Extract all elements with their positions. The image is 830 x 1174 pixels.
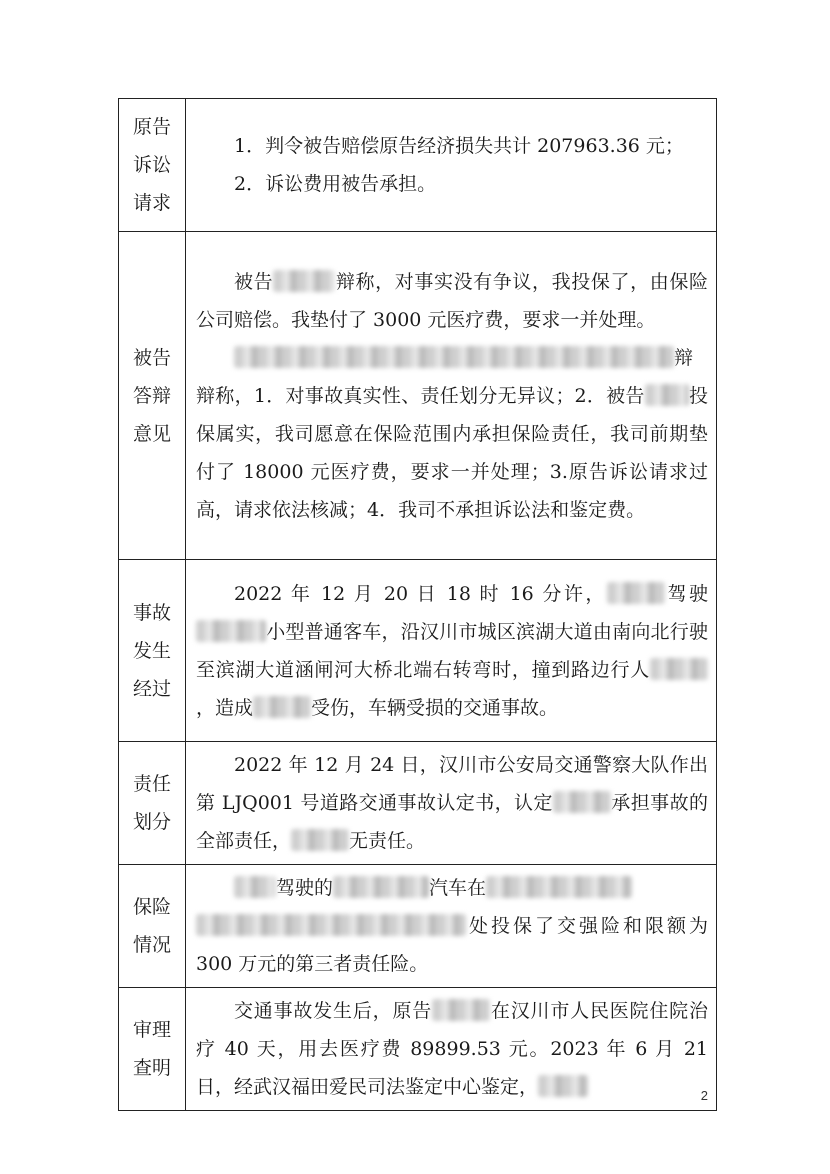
page-number: 2	[700, 1088, 708, 1103]
accident-paragraph: 2022 年 12 月 20 日 18 时 16 分许， 驾驶小型普通客车，沿汉川市城区滨湖大道由南向北行驶至滨湖大道涵闸河大桥北端右转弯时，撞到路边行人，造成 受伤，车辆受损的交通事故。	[196, 582, 708, 719]
judgment-table	[118, 98, 717, 1111]
redacted-insurer	[486, 876, 632, 898]
row-plaintiff-claims	[119, 99, 717, 232]
content-plaintiff-claims	[186, 99, 717, 232]
redacted-name	[432, 999, 490, 1021]
label-plaintiff-claims: 原告 诉讼 请求	[119, 99, 186, 232]
insurance-paragraph: 驾驶的 汽车在 处投保了交强险和限额为 300 万元的第三者责任险。	[196, 877, 708, 975]
redacted-plate	[333, 876, 429, 898]
redacted-name	[538, 1075, 588, 1097]
label-insurance: 保险 情况	[119, 865, 186, 988]
redacted-insurer	[196, 914, 466, 936]
claim-item-1: 1．判令被告赔偿原告经济损失共计 207963.36 元；	[234, 135, 684, 157]
row-findings	[119, 988, 717, 1111]
redacted-name	[253, 696, 311, 718]
redacted-name	[650, 658, 708, 680]
row-insurance	[119, 865, 717, 988]
row-accident	[119, 560, 717, 742]
redacted-name	[234, 876, 276, 898]
redacted-name	[645, 384, 689, 406]
claim-item-2: 2．诉讼费用被告承担。	[234, 173, 437, 195]
content-liability	[186, 742, 717, 865]
content-insurance	[186, 865, 717, 988]
redacted-name	[273, 270, 335, 292]
findings-paragraph: 交通事故发生后，原告 在汉川市人民医院住院治疗 40 天，用去医疗费 89899.53 元。2023 年 6 月 21 日，经武汉福田爱民司法鉴定中心鉴定，	[196, 1000, 708, 1098]
content-accident	[186, 560, 717, 742]
content-findings	[186, 988, 717, 1111]
label-findings: 审理 查明	[119, 988, 186, 1111]
row-liability	[119, 742, 717, 865]
redacted-name	[553, 791, 611, 813]
row-defense	[119, 232, 717, 560]
label-accident: 事故 发生 经过	[119, 560, 186, 742]
defense-paragraph-2: 辩 辩称，1．对事故真实性、责任划分无异议；2．被告 投保属实，我司愿意在保险范围内承担保险责任，我司前期垫付了 18000 元医疗费，要求一并处理；3.原告诉讼请求过高，请求依法核减；4．我司不承担诉讼法和鉴定费。	[196, 346, 708, 521]
redacted-name	[607, 582, 665, 604]
defense-paragraph-1: 被告 辩称，对事实没有争议，我投保了，由保险公司赔偿。我垫付了 3000 元医疗费，要求一并处理。	[196, 270, 708, 331]
content-defense	[186, 232, 717, 560]
label-defense: 被告 答辩 意见	[119, 232, 186, 560]
liability-paragraph: 2022 年 12 月 24 日，汉川市公安局交通警察大队作出第 LJQ001 号道路交通事故认定书，认定 承担事故的全部责任， 无责任。	[196, 754, 708, 852]
label-liability: 责任 划分	[119, 742, 186, 865]
redacted-name	[291, 829, 349, 851]
redacted-plate	[196, 620, 266, 642]
redacted-name	[234, 346, 674, 368]
